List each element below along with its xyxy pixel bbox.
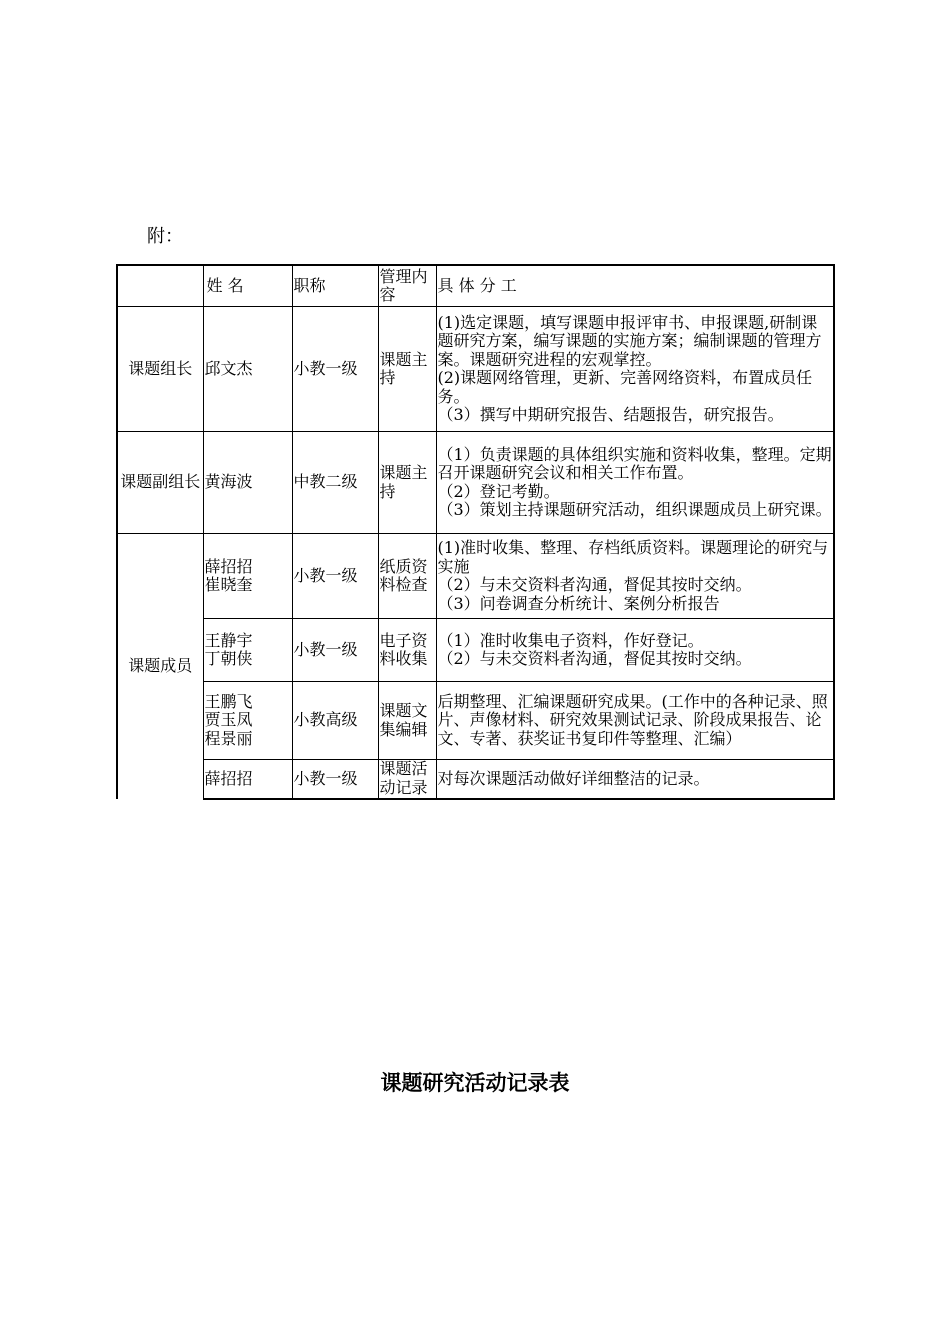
duty-item: (1)准时收集、整理、存档纸质资料。课题理论的研究与实施 <box>437 538 829 576</box>
section-title: 课题研究活动记录表 <box>380 1070 570 1095</box>
duty-item: （2）登记考勤。 <box>437 481 560 501</box>
header-mgmt: 管理内容 <box>378 265 436 307</box>
duty-cell <box>436 534 834 619</box>
duty-item: （1）准时收集电子资料，作好登记。 <box>437 630 704 650</box>
member-name: 丁朝侠 <box>204 649 253 668</box>
header-name: 姓 名 <box>203 265 292 307</box>
member-title: 小教一级 <box>292 619 378 682</box>
member-name: 黄海波 <box>204 472 253 492</box>
duty-cell <box>436 307 834 432</box>
table-row <box>117 307 834 432</box>
member-name: 崔晓奎 <box>204 575 253 594</box>
role-cell: 课题组长 <box>117 307 203 432</box>
duty-item: （2）与未交资料者沟通，督促其按时交纳。 <box>437 575 752 594</box>
member-names <box>203 534 292 619</box>
table-row <box>117 760 834 799</box>
duty-item: （2）与未交资料者沟通，督促其按时交纳。 <box>437 649 752 668</box>
header-duty: 具 体 分 工 <box>436 265 834 307</box>
duty-cell <box>436 432 834 534</box>
table-row <box>117 534 834 619</box>
duty-cell <box>436 682 834 760</box>
duty-cell <box>436 760 834 799</box>
member-title: 小教一级 <box>292 760 378 799</box>
header-role-cell <box>117 265 203 307</box>
member-names <box>203 307 292 432</box>
member-name: 薛招招 <box>204 768 253 788</box>
member-name: 程景丽 <box>204 728 253 748</box>
member-title: 小教高级 <box>292 682 378 760</box>
header-title: 职称 <box>292 265 378 307</box>
member-name: 王静宇 <box>204 630 253 650</box>
member-name: 邱文杰 <box>204 358 253 378</box>
role-cell: 课题成员 <box>117 534 203 799</box>
mgmt-content: 课题主持 <box>378 307 436 432</box>
role-cell: 课题副组长 <box>117 432 203 534</box>
duty-item: （3）撰写中期研究报告、结题报告，研究报告。 <box>437 405 784 424</box>
appendix-label: 附： <box>147 226 183 247</box>
member-title: 中教二级 <box>292 432 378 534</box>
duty-item: 对每次课题活动做好详细整洁的记录。 <box>437 768 710 788</box>
mgmt-content: 课题文集编辑 <box>378 682 436 760</box>
mgmt-content: 纸质资料检查 <box>378 534 436 619</box>
duty-item: （3）策划主持课题研究活动，组织课题成员上研究课。 <box>437 500 832 519</box>
member-name: 薛招招 <box>204 556 253 576</box>
mgmt-content: 课题主持 <box>378 432 436 534</box>
duty-cell <box>436 619 834 682</box>
mgmt-content: 课题活动记录 <box>378 760 436 799</box>
member-names <box>203 682 292 760</box>
duty-item: (2)课题网络管理，更新、完善网络资料，布置成员任务。 <box>437 368 813 406</box>
duty-item: （3）问卷调查分析统计、案例分析报告 <box>437 593 720 613</box>
table-row <box>117 682 834 760</box>
task-division-table <box>116 264 835 800</box>
duty-item: (1)选定课题，填写课题申报评审书、申报课题,研制课题研究方案，编写课题的实施方案；编制课题的管理方案。课题研究进程的宏观掌控。 <box>437 312 822 369</box>
member-name: 王鹏飞 <box>204 691 253 711</box>
member-name: 贾玉凤 <box>204 710 253 730</box>
member-names <box>203 619 292 682</box>
member-names <box>203 432 292 534</box>
member-title: 小教一级 <box>292 534 378 619</box>
member-names <box>203 760 292 799</box>
mgmt-content: 电子资料收集 <box>378 619 436 682</box>
table-row <box>117 619 834 682</box>
member-title: 小教一级 <box>292 307 378 432</box>
table-row <box>117 432 834 534</box>
table-header-row <box>117 265 834 307</box>
duty-item: （1）负责课题的具体组织实施和资料收集，整理。定期召开课题研究会议和相关工作布置。 <box>437 444 832 482</box>
duty-item: 后期整理、汇编课题研究成果。(工作中的各种记录、照片、声像材料、研究效果测试记录、阶段成果报告、论文、专著、获奖证书复印件等整理、汇编） <box>437 691 828 748</box>
